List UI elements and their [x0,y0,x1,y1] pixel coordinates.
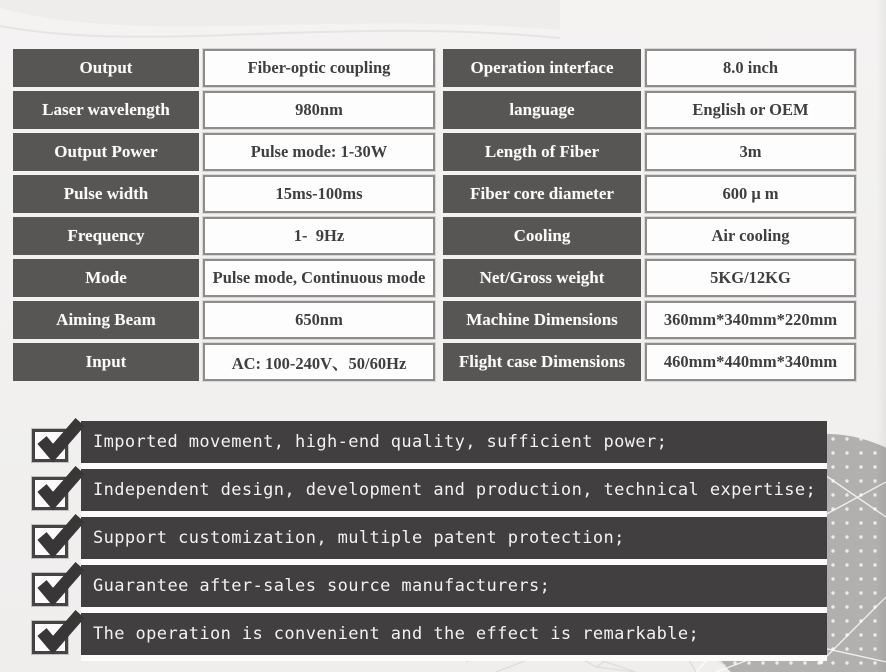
checked-checkbox [32,621,68,654]
spec-label: Fiber core diameter [443,175,641,213]
spec-value: English or OEM [645,91,856,129]
feature-text: Independent design, development and production, technical expertise; [93,480,817,500]
spec-value: Pulse mode: 1-30W [203,133,435,171]
spec-table-left [13,49,435,381]
spec-value: 600 μ m [645,175,856,213]
feature-bar [81,517,827,565]
spec-label: Machine Dimensions [443,301,641,339]
feature-item [32,613,827,661]
spec-value: Pulse mode, Continuous mode [203,259,435,297]
spec-value: 360mm*340mm*220mm [645,301,856,339]
feature-text: Imported movement, high-end quality, sufficient power; [93,432,668,452]
check-icon [37,562,83,606]
feature-bar [81,613,827,661]
feature-item [32,565,827,613]
spec-label: Mode [13,259,199,297]
spec-label: Laser wavelength [13,91,199,129]
spec-value: Air cooling [645,217,856,255]
feature-item [32,421,827,469]
spec-value: 5KG/12KG [645,259,856,297]
spec-value: Fiber-optic coupling [203,49,435,87]
spec-value: 8.0 inch [645,49,856,87]
spec-value: 460mm*440mm*340mm [645,343,856,381]
feature-bar [81,421,827,469]
spec-value: 15ms-100ms [203,175,435,213]
feature-text: Support customization, multiple patent protection; [93,528,625,548]
checked-checkbox [32,429,68,462]
spec-label: Frequency [13,217,199,255]
spec-label: language [443,91,641,129]
spec-label: Output [13,49,199,87]
spec-label: Pulse width [13,175,199,213]
spec-label: Aiming Beam [13,301,199,339]
spec-table-right [443,49,856,381]
spec-value: 650nm [203,301,435,339]
spec-label: Length of Fiber [443,133,641,171]
check-icon [37,514,83,558]
check-icon [37,466,83,510]
feature-bar [81,565,827,613]
spec-label: Flight case Dimensions [443,343,641,381]
check-icon [37,610,83,654]
checked-checkbox [32,477,68,510]
feature-text: The operation is convenient and the effect is remarkable; [93,624,700,644]
spec-value: 3m [645,133,856,171]
feature-item [32,469,827,517]
spec-value: 980nm [203,91,435,129]
spec-label: Output Power [13,133,199,171]
feature-bar [81,469,827,517]
spec-label: Cooling [443,217,641,255]
checked-checkbox [32,525,68,558]
feature-list [32,421,827,661]
spec-label: Net/Gross weight [443,259,641,297]
spec-value: 1- 9Hz [203,217,435,255]
spec-label: Input [13,343,199,381]
check-icon [37,418,83,462]
feature-item [32,517,827,565]
spec-value: AC: 100-240V、50/60Hz [203,343,435,381]
spec-label: Operation interface [443,49,641,87]
checked-checkbox [32,573,68,606]
feature-text: Guarantee after-sales source manufacturers; [93,576,551,596]
